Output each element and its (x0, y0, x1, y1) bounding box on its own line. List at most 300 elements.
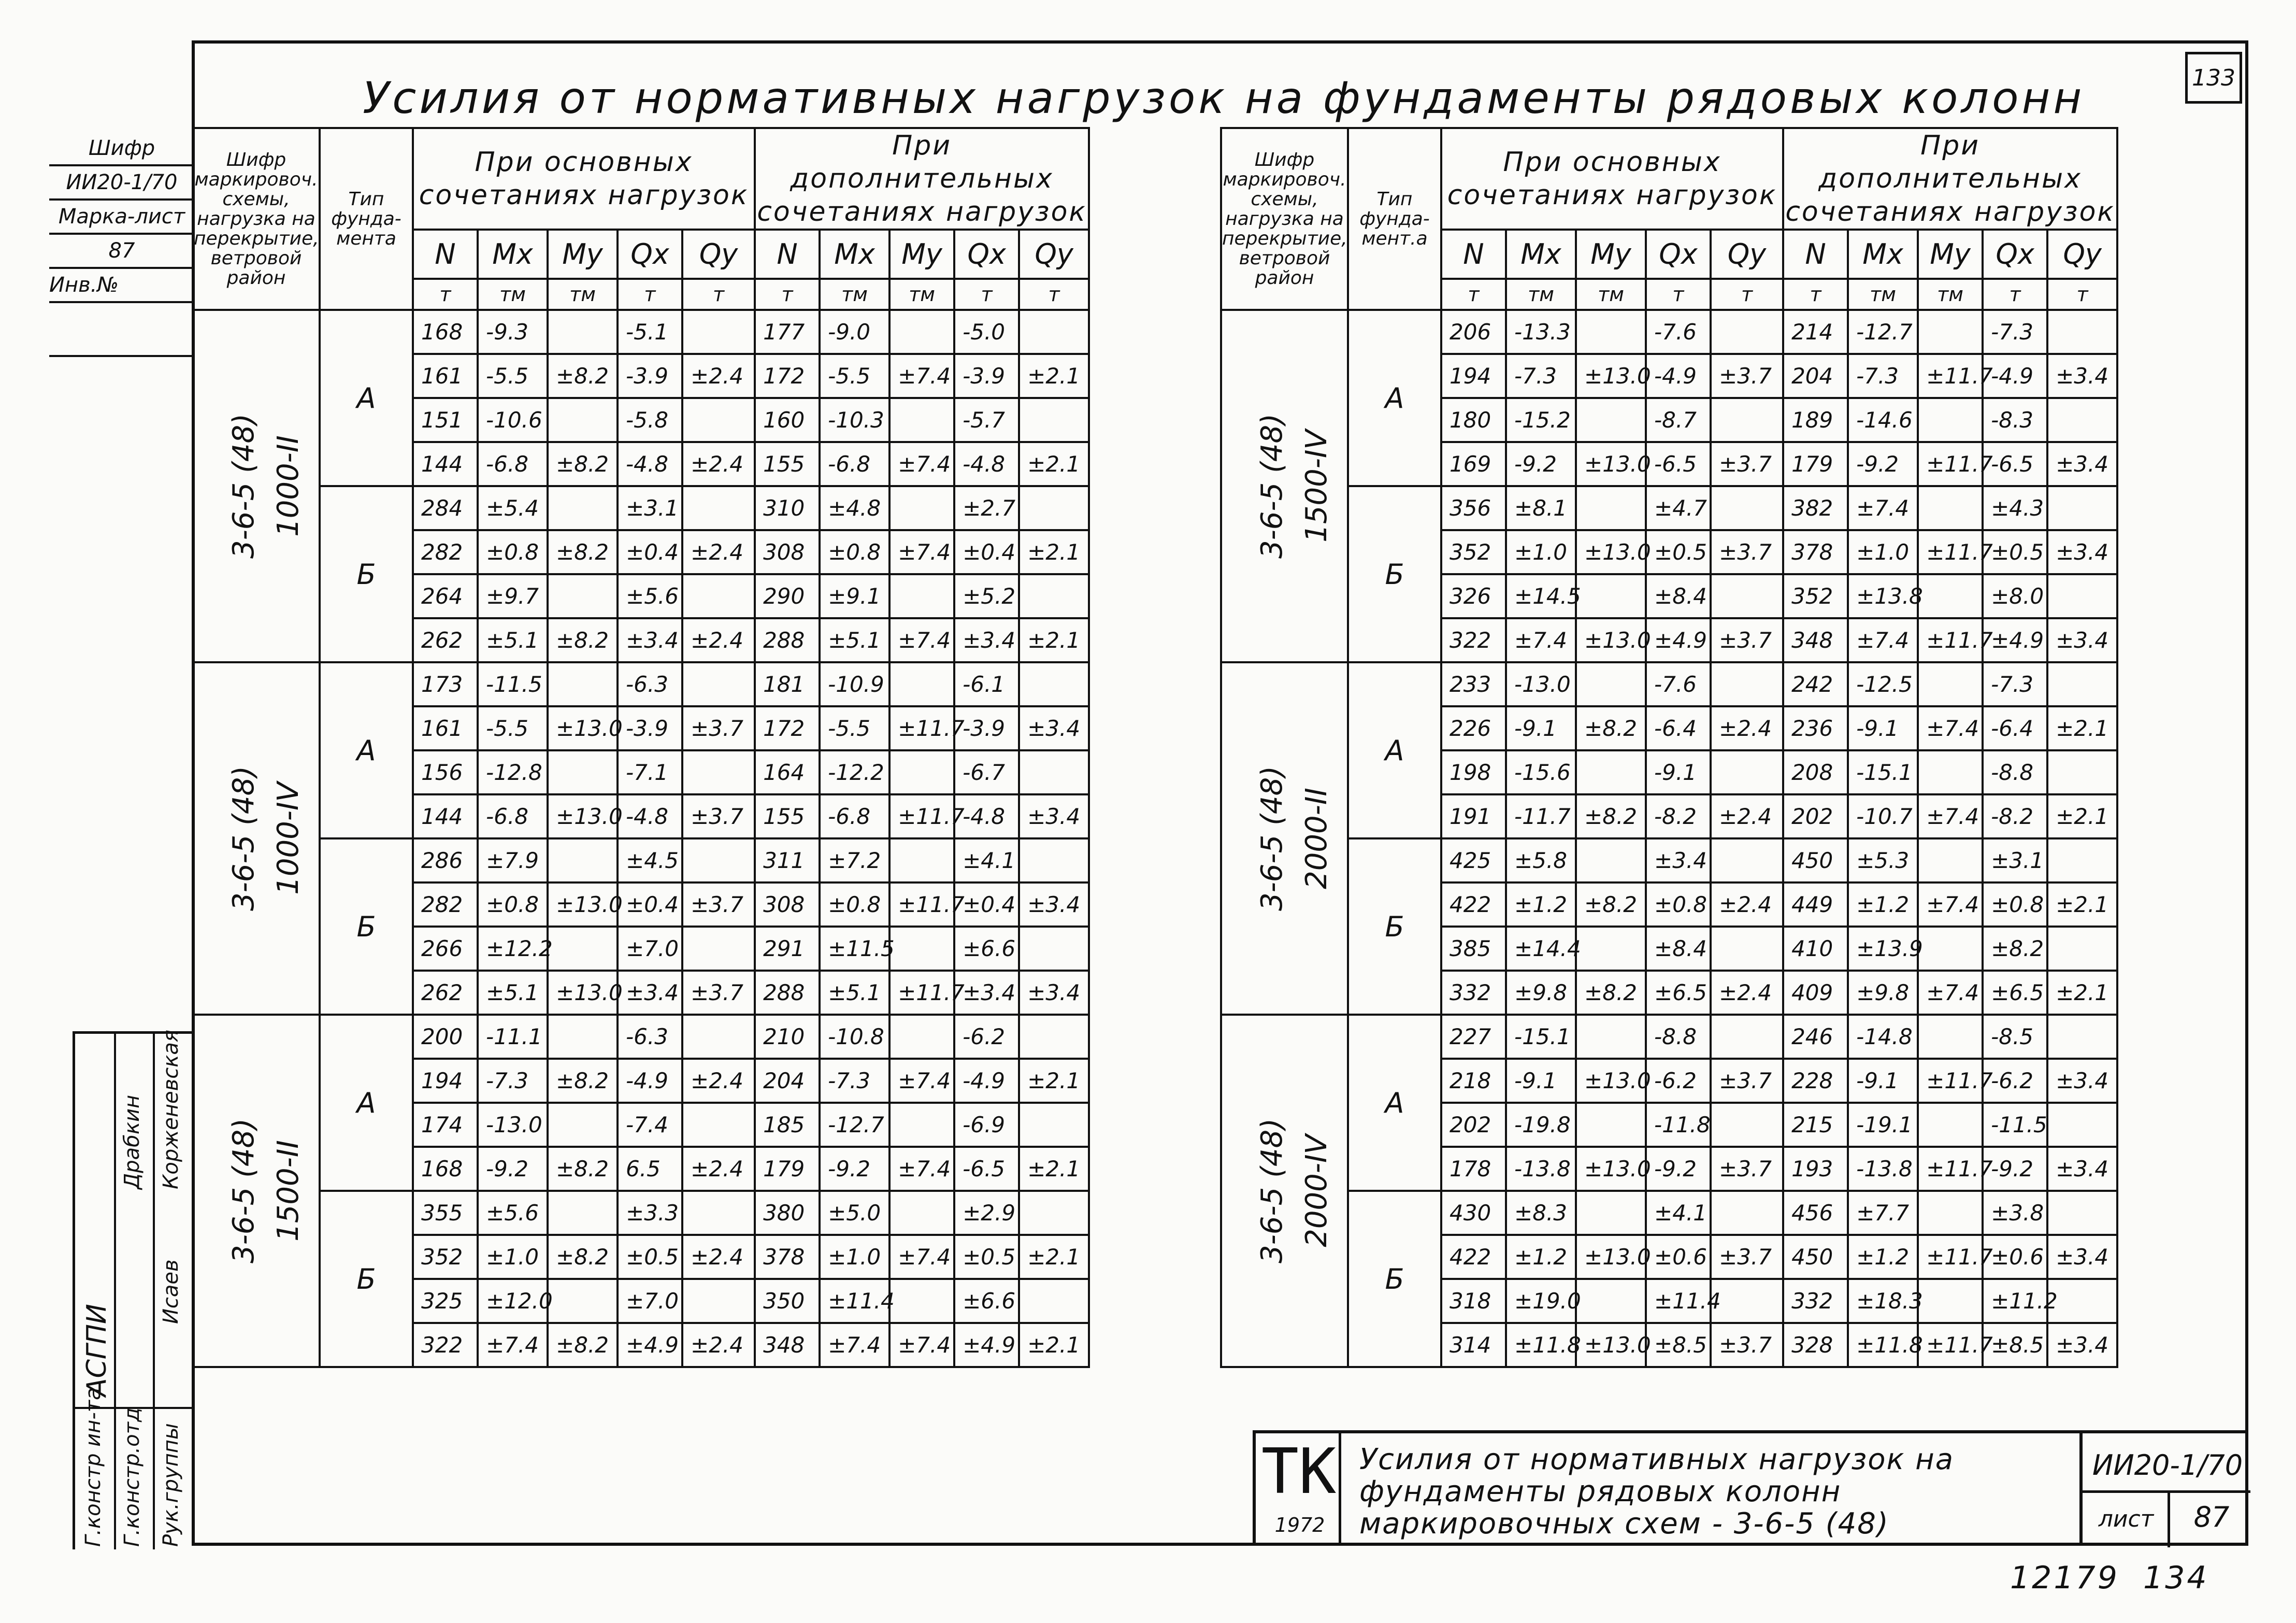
value-cell-qy: ±2.4 (682, 442, 755, 486)
value-cell-qy (682, 662, 755, 706)
value-cell-qy: ±3.7 (1711, 1147, 1783, 1191)
value-cell-n: 450 (1783, 1235, 1848, 1279)
value-cell-mx: ±11.8 (1506, 1323, 1576, 1367)
unit-t: т (413, 279, 478, 310)
value-cell-n: 194 (413, 1059, 478, 1103)
value-cell-qy (1711, 927, 1783, 971)
value-cell-qy: ±2.4 (682, 1147, 755, 1191)
value-cell-qy (1711, 1103, 1783, 1147)
value-cell-my (889, 1191, 954, 1235)
value-cell-mx: ±18.3 (1848, 1279, 1918, 1323)
symbol-mx: Mx (1848, 230, 1918, 279)
value-cell-mx: -15.1 (1506, 1015, 1576, 1059)
value-cell-qx: ±0.4 (954, 882, 1019, 927)
value-cell-qy: ±3.4 (1019, 706, 1089, 750)
value-cell-qy (2047, 750, 2117, 794)
value-cell-qx: -4.8 (954, 794, 1019, 838)
value-cell-n: 151 (413, 398, 478, 442)
value-cell-my: ±11.7 (889, 971, 954, 1015)
value-cell-qx: ±2.7 (954, 486, 1019, 530)
value-cell-my: ±13.0 (548, 706, 618, 750)
extra-combination-header: При дополнительных сочетаниях нагрузок (755, 128, 1089, 230)
value-cell-qy: ±3.7 (682, 882, 755, 927)
value-cell-n: 282 (413, 530, 478, 574)
value-cell-mx: -12.8 (478, 750, 548, 794)
value-cell-mx: -10.6 (478, 398, 548, 442)
value-cell-n: 332 (1783, 1279, 1848, 1323)
value-cell-mx: ±1.0 (1848, 530, 1918, 574)
value-cell-n: 172 (755, 706, 820, 750)
value-cell-qy: ±3.4 (2047, 1235, 2117, 1279)
page-title: Усилия от нормативных нагрузок на фундаменты рядовых колонн (363, 73, 2085, 123)
value-cell-my: ±13.0 (1576, 354, 1646, 398)
value-cell-qx: -6.3 (618, 662, 682, 706)
value-cell-my: ±8.2 (548, 1059, 618, 1103)
value-cell-my (889, 310, 954, 354)
value-cell-qx: -4.8 (954, 442, 1019, 486)
value-cell-mx: -9.2 (1506, 442, 1576, 486)
value-cell-qx: ±6.5 (1646, 971, 1711, 1015)
value-cell-my: ±8.2 (548, 618, 618, 662)
value-cell-n: 215 (1783, 1103, 1848, 1147)
foundation-type: Б (320, 838, 413, 1015)
value-cell-mx: ±12.2 (478, 927, 548, 971)
value-cell-my: ±7.4 (1918, 971, 1983, 1015)
value-cell-qy: ±2.1 (2047, 706, 2117, 750)
value-cell-qx: -6.2 (954, 1015, 1019, 1059)
page-number: 133 (2185, 52, 2242, 104)
value-cell-n: 456 (1783, 1191, 1848, 1235)
value-cell-qy (1711, 574, 1783, 618)
value-cell-n: 350 (755, 1279, 820, 1323)
value-cell-mx: -19.8 (1506, 1103, 1576, 1147)
foundation-type: Б (1348, 1191, 1441, 1367)
table-row (1221, 838, 2117, 882)
value-cell-qy (2047, 486, 2117, 530)
value-cell-n: 288 (755, 618, 820, 662)
table-row (193, 1015, 1089, 1059)
value-cell-mx: -13.0 (1506, 662, 1576, 706)
symbol-n: N (755, 230, 820, 279)
value-cell-n: 204 (755, 1059, 820, 1103)
value-cell-qx: -5.7 (954, 398, 1019, 442)
value-cell-qx: ±8.4 (1646, 574, 1711, 618)
value-cell-n: 177 (755, 310, 820, 354)
value-cell-n: 173 (413, 662, 478, 706)
value-cell-n: 226 (1441, 706, 1506, 750)
value-cell-my: ±7.4 (889, 1059, 954, 1103)
value-cell-n: 284 (413, 486, 478, 530)
value-cell-my (1576, 574, 1646, 618)
value-cell-qx: ±3.4 (1646, 838, 1711, 882)
value-cell-n: 160 (755, 398, 820, 442)
value-cell-mx: ±7.7 (1848, 1191, 1918, 1235)
value-cell-n: 322 (413, 1323, 478, 1367)
table-row (1221, 1015, 2117, 1059)
value-cell-qy: ±3.7 (1711, 442, 1783, 486)
value-cell-qy (2047, 310, 2117, 354)
value-cell-mx: ±13.8 (1848, 574, 1918, 618)
value-cell-qx: ±3.4 (618, 618, 682, 662)
value-cell-n: 380 (755, 1191, 820, 1235)
value-cell-qy: ±2.4 (682, 354, 755, 398)
value-cell-mx: -13.3 (1506, 310, 1576, 354)
value-cell-my: ±8.2 (548, 1235, 618, 1279)
value-cell-my: ±11.7 (1918, 1323, 1983, 1367)
value-cell-mx: ±5.1 (478, 971, 548, 1015)
symbol-qx: Qx (1646, 230, 1711, 279)
unit-t: т (682, 279, 755, 310)
value-cell-my: ±13.0 (548, 882, 618, 927)
value-cell-qx: ±0.8 (1646, 882, 1711, 927)
value-cell-mx: ±5.8 (1506, 838, 1576, 882)
value-cell-qy: ±3.7 (1711, 530, 1783, 574)
value-cell-mx: ±1.0 (1506, 530, 1576, 574)
title-block-code: ИИ20-1/70 (2092, 1449, 2243, 1482)
value-cell-qy (1019, 1191, 1089, 1235)
value-cell-mx: -14.6 (1848, 398, 1918, 442)
value-cell-qy: ±3.7 (682, 971, 755, 1015)
value-cell-mx: ±19.0 (1506, 1279, 1576, 1323)
value-cell-my (548, 927, 618, 971)
value-cell-my: ±13.0 (1576, 618, 1646, 662)
value-cell-qx: -3.9 (618, 706, 682, 750)
value-cell-mx: -10.8 (820, 1015, 889, 1059)
value-cell-qx: ±8.2 (1983, 927, 2047, 971)
symbol-n: N (1441, 230, 1506, 279)
value-cell-n: 266 (413, 927, 478, 971)
value-cell-mx: -9.1 (1848, 1059, 1918, 1103)
value-cell-my (1576, 1015, 1646, 1059)
value-cell-mx: -12.7 (820, 1103, 889, 1147)
value-cell-qx: -7.4 (618, 1103, 682, 1147)
value-cell-qy (682, 838, 755, 882)
value-cell-n: 161 (413, 354, 478, 398)
value-cell-mx: -15.2 (1506, 398, 1576, 442)
value-cell-my (1918, 927, 1983, 971)
table-row (1221, 1191, 2117, 1235)
value-cell-n: 318 (1441, 1279, 1506, 1323)
value-cell-qy (1019, 486, 1089, 530)
value-cell-qy (682, 1191, 755, 1235)
value-cell-qx: ±7.0 (618, 1279, 682, 1323)
scheme-load: 1000-IV (271, 782, 306, 895)
value-cell-my (889, 574, 954, 618)
value-cell-qy (1711, 1279, 1783, 1323)
value-cell-mx: ±5.6 (478, 1191, 548, 1235)
value-cell-mx: -14.8 (1848, 1015, 1918, 1059)
unit-t: т (1711, 279, 1783, 310)
value-cell-qx: -6.4 (1646, 706, 1711, 750)
value-cell-n: 425 (1441, 838, 1506, 882)
value-cell-qy: ±3.7 (1711, 1323, 1783, 1367)
side-code-value: ИИ20-1/70 (49, 165, 194, 200)
value-cell-mx: ±5.1 (478, 618, 548, 662)
value-cell-mx: -10.3 (820, 398, 889, 442)
value-cell-qy: ±2.1 (2047, 971, 2117, 1015)
table-row (193, 486, 1089, 530)
value-cell-my: ±8.2 (548, 442, 618, 486)
value-cell-mx: -7.3 (478, 1059, 548, 1103)
value-cell-qy: ±2.1 (2047, 794, 2117, 838)
value-cell-qy: ±2.4 (1711, 971, 1783, 1015)
value-cell-qx: ±7.0 (618, 927, 682, 971)
scheme-load: 2000-II (1300, 788, 1334, 889)
value-cell-qx: -4.9 (618, 1059, 682, 1103)
value-cell-n: 282 (413, 882, 478, 927)
value-cell-my: ±8.2 (1576, 882, 1646, 927)
value-cell-mx: -5.5 (478, 354, 548, 398)
value-cell-mx: -13.0 (478, 1103, 548, 1147)
value-cell-n: 325 (413, 1279, 478, 1323)
side-inv-label: Инв.№ (49, 268, 194, 302)
value-cell-n: 161 (413, 706, 478, 750)
value-cell-n: 308 (755, 530, 820, 574)
scheme-code: 3-6-5 (48) (1255, 413, 1289, 559)
value-cell-n: 191 (1441, 794, 1506, 838)
value-cell-qx: -6.7 (954, 750, 1019, 794)
value-cell-qx: -9.1 (1646, 750, 1711, 794)
value-cell-qx: ±3.8 (1983, 1191, 2047, 1235)
value-cell-my: ±7.4 (889, 530, 954, 574)
symbol-my: My (889, 230, 954, 279)
symbol-mx: Mx (1506, 230, 1576, 279)
symbol-qy: Qy (2047, 230, 2117, 279)
value-cell-qx: ±5.2 (954, 574, 1019, 618)
value-cell-n: 200 (413, 1015, 478, 1059)
value-cell-qy (1019, 750, 1089, 794)
value-cell-qx: -3.9 (954, 706, 1019, 750)
value-cell-my (548, 750, 618, 794)
value-cell-qy (682, 750, 755, 794)
symbol-n: N (413, 230, 478, 279)
value-cell-qx: -8.8 (1646, 1015, 1711, 1059)
value-cell-qx: ±3.4 (954, 618, 1019, 662)
unit-t: т (1646, 279, 1711, 310)
value-cell-my (889, 927, 954, 971)
value-cell-my: ±13.0 (1576, 1059, 1646, 1103)
unit-tm: тм (548, 279, 618, 310)
extra-combination-header: При дополнительных сочетаниях нагрузок (1783, 128, 2117, 230)
scheme-cell (193, 1015, 320, 1367)
value-cell-n: 208 (1783, 750, 1848, 794)
value-cell-mx: ±1.0 (820, 1235, 889, 1279)
value-cell-qx: ±4.9 (1646, 618, 1711, 662)
value-cell-qy (2047, 398, 2117, 442)
footer-numbers: 12179 134 (2010, 1560, 2209, 1596)
value-cell-mx: -9.3 (478, 310, 548, 354)
value-cell-my: ±13.0 (548, 971, 618, 1015)
scheme-load: 1000-II (271, 435, 306, 537)
scheme-cell (1221, 310, 1348, 662)
value-cell-n: 155 (755, 794, 820, 838)
unit-t: т (1441, 279, 1506, 310)
foundation-type: А (320, 310, 413, 486)
value-cell-n: 378 (755, 1235, 820, 1279)
unit-t: т (1783, 279, 1848, 310)
stamp-role-2: Г.констр.отд (120, 1407, 144, 1547)
value-cell-n: 168 (413, 1147, 478, 1191)
symbol-qy: Qy (682, 230, 755, 279)
value-cell-qx: ±4.7 (1646, 486, 1711, 530)
value-cell-n: 332 (1441, 971, 1506, 1015)
scheme-cell (193, 662, 320, 1015)
symbol-qx: Qx (618, 230, 682, 279)
value-cell-qy (1019, 1103, 1089, 1147)
value-cell-my: ±13.0 (1576, 530, 1646, 574)
value-cell-qx: ±0.5 (618, 1235, 682, 1279)
value-cell-my (1918, 398, 1983, 442)
unit-tm: тм (1576, 279, 1646, 310)
value-cell-mx: -6.8 (820, 442, 889, 486)
title-block-description: Усилия от нормативных нагрузок на фундаменты рядовых колонн маркировочных схем - 3-6-5 (48) (1359, 1443, 1955, 1541)
value-cell-my: ±11.7 (1918, 618, 1983, 662)
value-cell-my (1576, 662, 1646, 706)
value-cell-my: ±7.4 (1918, 706, 1983, 750)
table-row (1221, 310, 2117, 354)
value-cell-qx: ±0.6 (1646, 1235, 1711, 1279)
value-cell-qx: -6.5 (1983, 442, 2047, 486)
foundation-type: А (320, 1015, 413, 1191)
value-cell-n: 156 (413, 750, 478, 794)
value-cell-qy (1019, 398, 1089, 442)
title-block (1253, 1430, 2248, 1545)
value-cell-qy: ±2.4 (1711, 882, 1783, 927)
value-cell-my (548, 1279, 618, 1323)
value-cell-qy (1711, 486, 1783, 530)
value-cell-qx: -8.3 (1983, 398, 2047, 442)
value-cell-n: 202 (1783, 794, 1848, 838)
value-cell-mx: -10.9 (820, 662, 889, 706)
unit-tm: тм (1918, 279, 1983, 310)
value-cell-qx: -8.8 (1983, 750, 2047, 794)
value-cell-n: 352 (413, 1235, 478, 1279)
value-cell-qy: ±2.1 (1019, 1147, 1089, 1191)
value-cell-qy: ±3.4 (2047, 1059, 2117, 1103)
value-cell-qy (1019, 662, 1089, 706)
value-cell-mx: ±5.1 (820, 971, 889, 1015)
value-cell-n: 430 (1441, 1191, 1506, 1235)
value-cell-n: 291 (755, 927, 820, 971)
value-cell-my: ±8.2 (548, 530, 618, 574)
value-cell-mx: ±7.4 (1848, 486, 1918, 530)
value-cell-mx: -5.5 (478, 706, 548, 750)
value-cell-qy: ±3.4 (1019, 971, 1089, 1015)
value-cell-mx: ±7.4 (820, 1323, 889, 1367)
value-cell-mx: ±0.8 (478, 882, 548, 927)
value-cell-qx: -5.0 (954, 310, 1019, 354)
value-cell-qy: ±3.4 (2047, 442, 2117, 486)
value-cell-n: 326 (1441, 574, 1506, 618)
value-cell-n: 242 (1783, 662, 1848, 706)
value-cell-qy (1019, 1279, 1089, 1323)
table-row (193, 838, 1089, 882)
foundation-type: А (1348, 310, 1441, 486)
value-cell-n: 378 (1783, 530, 1848, 574)
value-cell-qx: -4.8 (618, 794, 682, 838)
value-cell-my (1576, 838, 1646, 882)
value-cell-qy: ±2.1 (1019, 442, 1089, 486)
value-cell-qx: ±4.9 (618, 1323, 682, 1367)
foundation-type: А (1348, 1015, 1441, 1191)
value-cell-n: 144 (413, 794, 478, 838)
value-cell-qx: -5.8 (618, 398, 682, 442)
symbol-mx: Mx (820, 230, 889, 279)
code-column-header: Шифр маркировоч. схемы, нагрузка на перекрытие, ветровой район (193, 128, 320, 310)
value-cell-mx: ±7.2 (820, 838, 889, 882)
value-cell-my (1576, 1103, 1646, 1147)
value-cell-qx: -6.2 (1646, 1059, 1711, 1103)
stamp-name-3: Исаев (159, 1259, 183, 1324)
value-cell-qx: -4.9 (1646, 354, 1711, 398)
value-cell-qx: -11.8 (1646, 1103, 1711, 1147)
value-cell-qx: -6.4 (1983, 706, 2047, 750)
unit-t: т (1019, 279, 1089, 310)
scheme-cell (193, 310, 320, 662)
value-cell-n: 288 (755, 971, 820, 1015)
value-cell-mx: ±8.1 (1506, 486, 1576, 530)
value-cell-my (889, 750, 954, 794)
value-cell-qx: ±3.1 (618, 486, 682, 530)
value-cell-qx: -3.9 (954, 354, 1019, 398)
value-cell-qx: ±3.4 (618, 971, 682, 1015)
value-cell-n: 169 (1441, 442, 1506, 486)
value-cell-qy (1711, 398, 1783, 442)
value-cell-qy (682, 927, 755, 971)
value-cell-qy: ±2.1 (1019, 354, 1089, 398)
value-cell-qy (2047, 662, 2117, 706)
value-cell-my: ±8.2 (1576, 971, 1646, 1015)
value-cell-n: 352 (1441, 530, 1506, 574)
value-cell-my (1576, 486, 1646, 530)
scheme-code: 3-6-5 (48) (227, 1118, 261, 1264)
symbol-qx: Qx (1983, 230, 2047, 279)
value-cell-qy (2047, 1103, 2117, 1147)
value-cell-qy: ±3.4 (2047, 354, 2117, 398)
value-cell-qy: ±2.1 (2047, 882, 2117, 927)
value-cell-qx: -6.3 (618, 1015, 682, 1059)
value-cell-n: 322 (1441, 618, 1506, 662)
code-column-header: Шифр маркировоч. схемы, нагрузка на перекрытие, ветровой район (1221, 128, 1348, 310)
unit-t: т (755, 279, 820, 310)
value-cell-mx: ±14.4 (1506, 927, 1576, 971)
scheme-load: 1500-II (271, 1140, 306, 1242)
value-cell-mx: ±11.5 (820, 927, 889, 971)
value-cell-qx: ±2.9 (954, 1191, 1019, 1235)
value-cell-my (1576, 1191, 1646, 1235)
value-cell-n: 206 (1441, 310, 1506, 354)
value-cell-mx: -12.7 (1848, 310, 1918, 354)
value-cell-n: 227 (1441, 1015, 1506, 1059)
value-cell-mx: ±13.9 (1848, 927, 1918, 971)
value-cell-qx: ±0.4 (954, 530, 1019, 574)
value-cell-my: ±7.4 (889, 354, 954, 398)
value-cell-my (548, 310, 618, 354)
value-cell-my (1918, 838, 1983, 882)
value-cell-my: ±7.4 (889, 1323, 954, 1367)
value-cell-mx: ±7.4 (478, 1323, 548, 1367)
unit-tm: тм (1506, 279, 1576, 310)
value-cell-my (889, 486, 954, 530)
value-cell-n: 352 (1783, 574, 1848, 618)
value-cell-qy: ±3.7 (1711, 354, 1783, 398)
value-cell-mx: -11.7 (1506, 794, 1576, 838)
value-cell-qy (1019, 838, 1089, 882)
value-cell-my (889, 662, 954, 706)
value-cell-my (548, 1015, 618, 1059)
value-cell-qy (1019, 1015, 1089, 1059)
value-cell-qx: -6.9 (954, 1103, 1019, 1147)
